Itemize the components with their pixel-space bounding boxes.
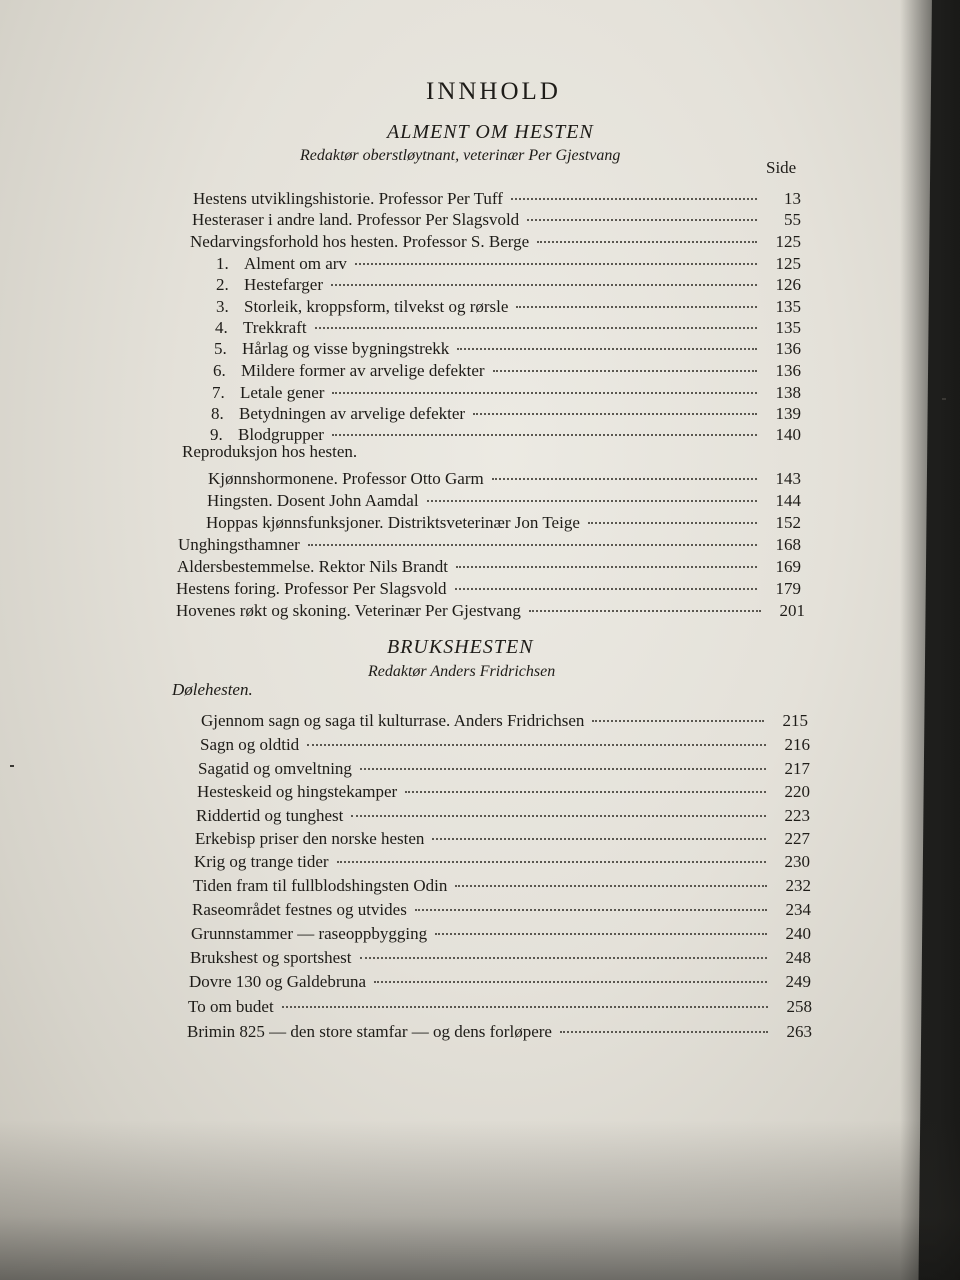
entry-text: Tiden fram til fullblodshingsten Odin <box>193 876 448 895</box>
entry-page: 227 <box>784 829 810 848</box>
entry-text: Hesteskeid og hingstekamper <box>197 782 398 801</box>
section-1-editor: Redaktør oberstløytnant, veterinær Per Gjestvang <box>300 147 621 164</box>
section-2-title: BRUKSHESTEN <box>387 636 534 658</box>
entry-page: 125 <box>775 254 801 273</box>
entry-page: 248 <box>785 948 811 967</box>
dot-leader <box>308 527 757 546</box>
dot-leader <box>516 289 757 308</box>
dot-leader <box>405 774 766 793</box>
entry-text: Hesteraser i andre land. Professor Per Slagsvold <box>192 210 520 229</box>
dot-leader <box>455 571 757 590</box>
entry-page: 144 <box>775 491 801 510</box>
dot-leader <box>337 844 766 863</box>
dot-leader <box>493 353 757 372</box>
entry-page: 215 <box>782 711 808 730</box>
entry-page: 223 <box>784 806 810 825</box>
dot-leader <box>527 202 757 221</box>
entry-number: 2. <box>216 275 229 294</box>
dot-leader <box>588 505 757 524</box>
dot-leader <box>315 310 757 329</box>
entry-number: 8. <box>211 404 224 423</box>
dot-leader <box>331 267 757 286</box>
entry-page: 140 <box>775 425 801 444</box>
dot-leader <box>492 461 757 480</box>
entry-text: Grunnstammer — raseoppbygging <box>191 924 428 943</box>
entry-text: Riddertid og tunghest <box>196 806 344 825</box>
entry-text: Brimin 825 — den store stamfar — og dens forløpere <box>187 1022 552 1041</box>
entry-page: 168 <box>775 535 801 554</box>
dot-leader <box>360 751 766 770</box>
dot-leader <box>537 224 757 243</box>
page-title: INNHOLD <box>426 78 561 105</box>
dot-leader <box>456 549 757 568</box>
entry-number: 4. <box>215 318 228 337</box>
entry-number: 6. <box>213 361 226 380</box>
entry-page: 152 <box>775 513 801 532</box>
entry-text: Hestens utviklingshistorie. Professor Per Tuff <box>193 189 503 208</box>
entry-number: 7. <box>212 383 225 402</box>
entry-text: Gjennom sagn og saga til kulturrase. Anders Fridrichsen <box>201 711 585 730</box>
entry-text: Hårlag og visse bygningstrekk <box>242 339 450 358</box>
dot-leader <box>529 593 761 612</box>
dot-leader <box>432 821 766 840</box>
entry-page: 138 <box>775 383 801 402</box>
entry-text: Kjønnshormonene. Professor Otto Garm <box>208 469 484 488</box>
entry-text: Letale gener <box>240 383 325 402</box>
entry-page: 234 <box>785 900 811 919</box>
entry-page: 55 <box>784 210 801 229</box>
entry-page: 169 <box>775 557 801 576</box>
entry-text: Alment om arv <box>244 254 347 273</box>
entry-text: Blodgrupper <box>238 425 324 444</box>
entry-page: 179 <box>775 579 801 598</box>
entry-text: Storleik, kroppsform, tilvekst og rørsle <box>244 297 509 316</box>
entry-page: 125 <box>775 232 801 251</box>
entry-text: Trekkraft <box>243 318 307 337</box>
entry-page: 136 <box>775 361 801 380</box>
entry-text: Aldersbestemmelse. Rektor Nils Brandt <box>177 557 449 576</box>
dot-leader <box>351 798 766 817</box>
entry-text: Betydningen av arvelige defekter <box>239 404 466 423</box>
entry-page: 136 <box>775 339 801 358</box>
stray-mark <box>942 398 946 400</box>
entry-text: Brukshest og sportshest <box>190 948 352 967</box>
section-2-editor: Redaktør Anders Fridrichsen <box>368 663 556 680</box>
dot-leader <box>415 892 767 911</box>
entry-number: 1. <box>216 254 229 273</box>
dot-leader <box>455 868 767 887</box>
entry-number: 3. <box>216 297 229 316</box>
dot-leader <box>332 417 757 436</box>
entry-text: Hovenes røkt og skoning. Veterinær Per Gjestvang <box>176 601 521 620</box>
dot-leader <box>560 1014 768 1033</box>
subsection-heading: Dølehesten. <box>172 680 253 699</box>
entry-text: Hestens foring. Professor Per Slagsvold <box>176 579 447 598</box>
entry-text: Dovre 130 og Galdebruna <box>189 972 367 991</box>
dot-leader <box>355 246 757 265</box>
entry-page: 240 <box>785 924 811 943</box>
toc-heading-entry: Reproduksjon hos hesten. <box>182 442 358 461</box>
entry-text: Sagn og oldtid <box>200 735 300 754</box>
dot-leader <box>427 483 757 502</box>
entry-page: 230 <box>784 852 810 871</box>
entry-page: 143 <box>775 469 801 488</box>
entry-text: Sagatid og omveltning <box>198 759 352 778</box>
entry-page: 201 <box>779 601 805 620</box>
entry-page: 135 <box>775 318 801 337</box>
entry-page: 232 <box>785 876 811 895</box>
entry-page: 220 <box>784 782 810 801</box>
entry-page: 135 <box>775 297 801 316</box>
dot-leader <box>457 331 757 350</box>
entry-text: Krig og trange tider <box>194 852 329 871</box>
entry-number: 9. <box>210 425 223 444</box>
toc-entry <box>176 597 805 621</box>
side-column-label: Side <box>766 158 797 177</box>
dot-leader <box>435 916 767 935</box>
entry-text: Erkebisp priser den norske hesten <box>195 829 425 848</box>
entry-number: 5. <box>214 339 227 358</box>
entry-page: 263 <box>786 1022 812 1041</box>
entry-page: 126 <box>775 275 801 294</box>
entry-text: Raseområdet festnes og utvides <box>192 900 407 919</box>
section-1-title: ALMENT OM HESTEN <box>387 121 594 143</box>
entry-text: Hestefarger <box>244 275 323 294</box>
dot-leader <box>473 396 757 415</box>
dot-leader <box>282 989 768 1008</box>
entry-page: 13 <box>784 189 801 208</box>
dot-leader <box>360 940 768 959</box>
dot-leader <box>307 727 766 746</box>
entry-text: Nedarvingsforhold hos hesten. Professor S. Berge <box>190 232 530 251</box>
entry-text: Hingsten. Dosent John Aamdal <box>207 491 419 510</box>
dot-leader <box>332 375 757 394</box>
dot-leader <box>374 964 767 983</box>
toc-entry <box>187 1018 812 1042</box>
dot-leader <box>592 703 764 722</box>
entry-page: 216 <box>784 735 810 754</box>
entry-text: Hoppas kjønnsfunksjoner. Distriktsveterinær Jon Teige <box>206 513 580 532</box>
entry-text: To om budet <box>188 997 274 1016</box>
entry-text: Unghingsthamner <box>178 535 300 554</box>
dot-leader <box>511 181 757 200</box>
entry-page: 249 <box>785 972 811 991</box>
entry-page: 139 <box>775 404 801 423</box>
entry-text: Mildere former av arvelige defekter <box>241 361 485 380</box>
entry-page: 217 <box>784 759 810 778</box>
stray-mark <box>10 765 14 767</box>
entry-page: 258 <box>786 997 812 1016</box>
